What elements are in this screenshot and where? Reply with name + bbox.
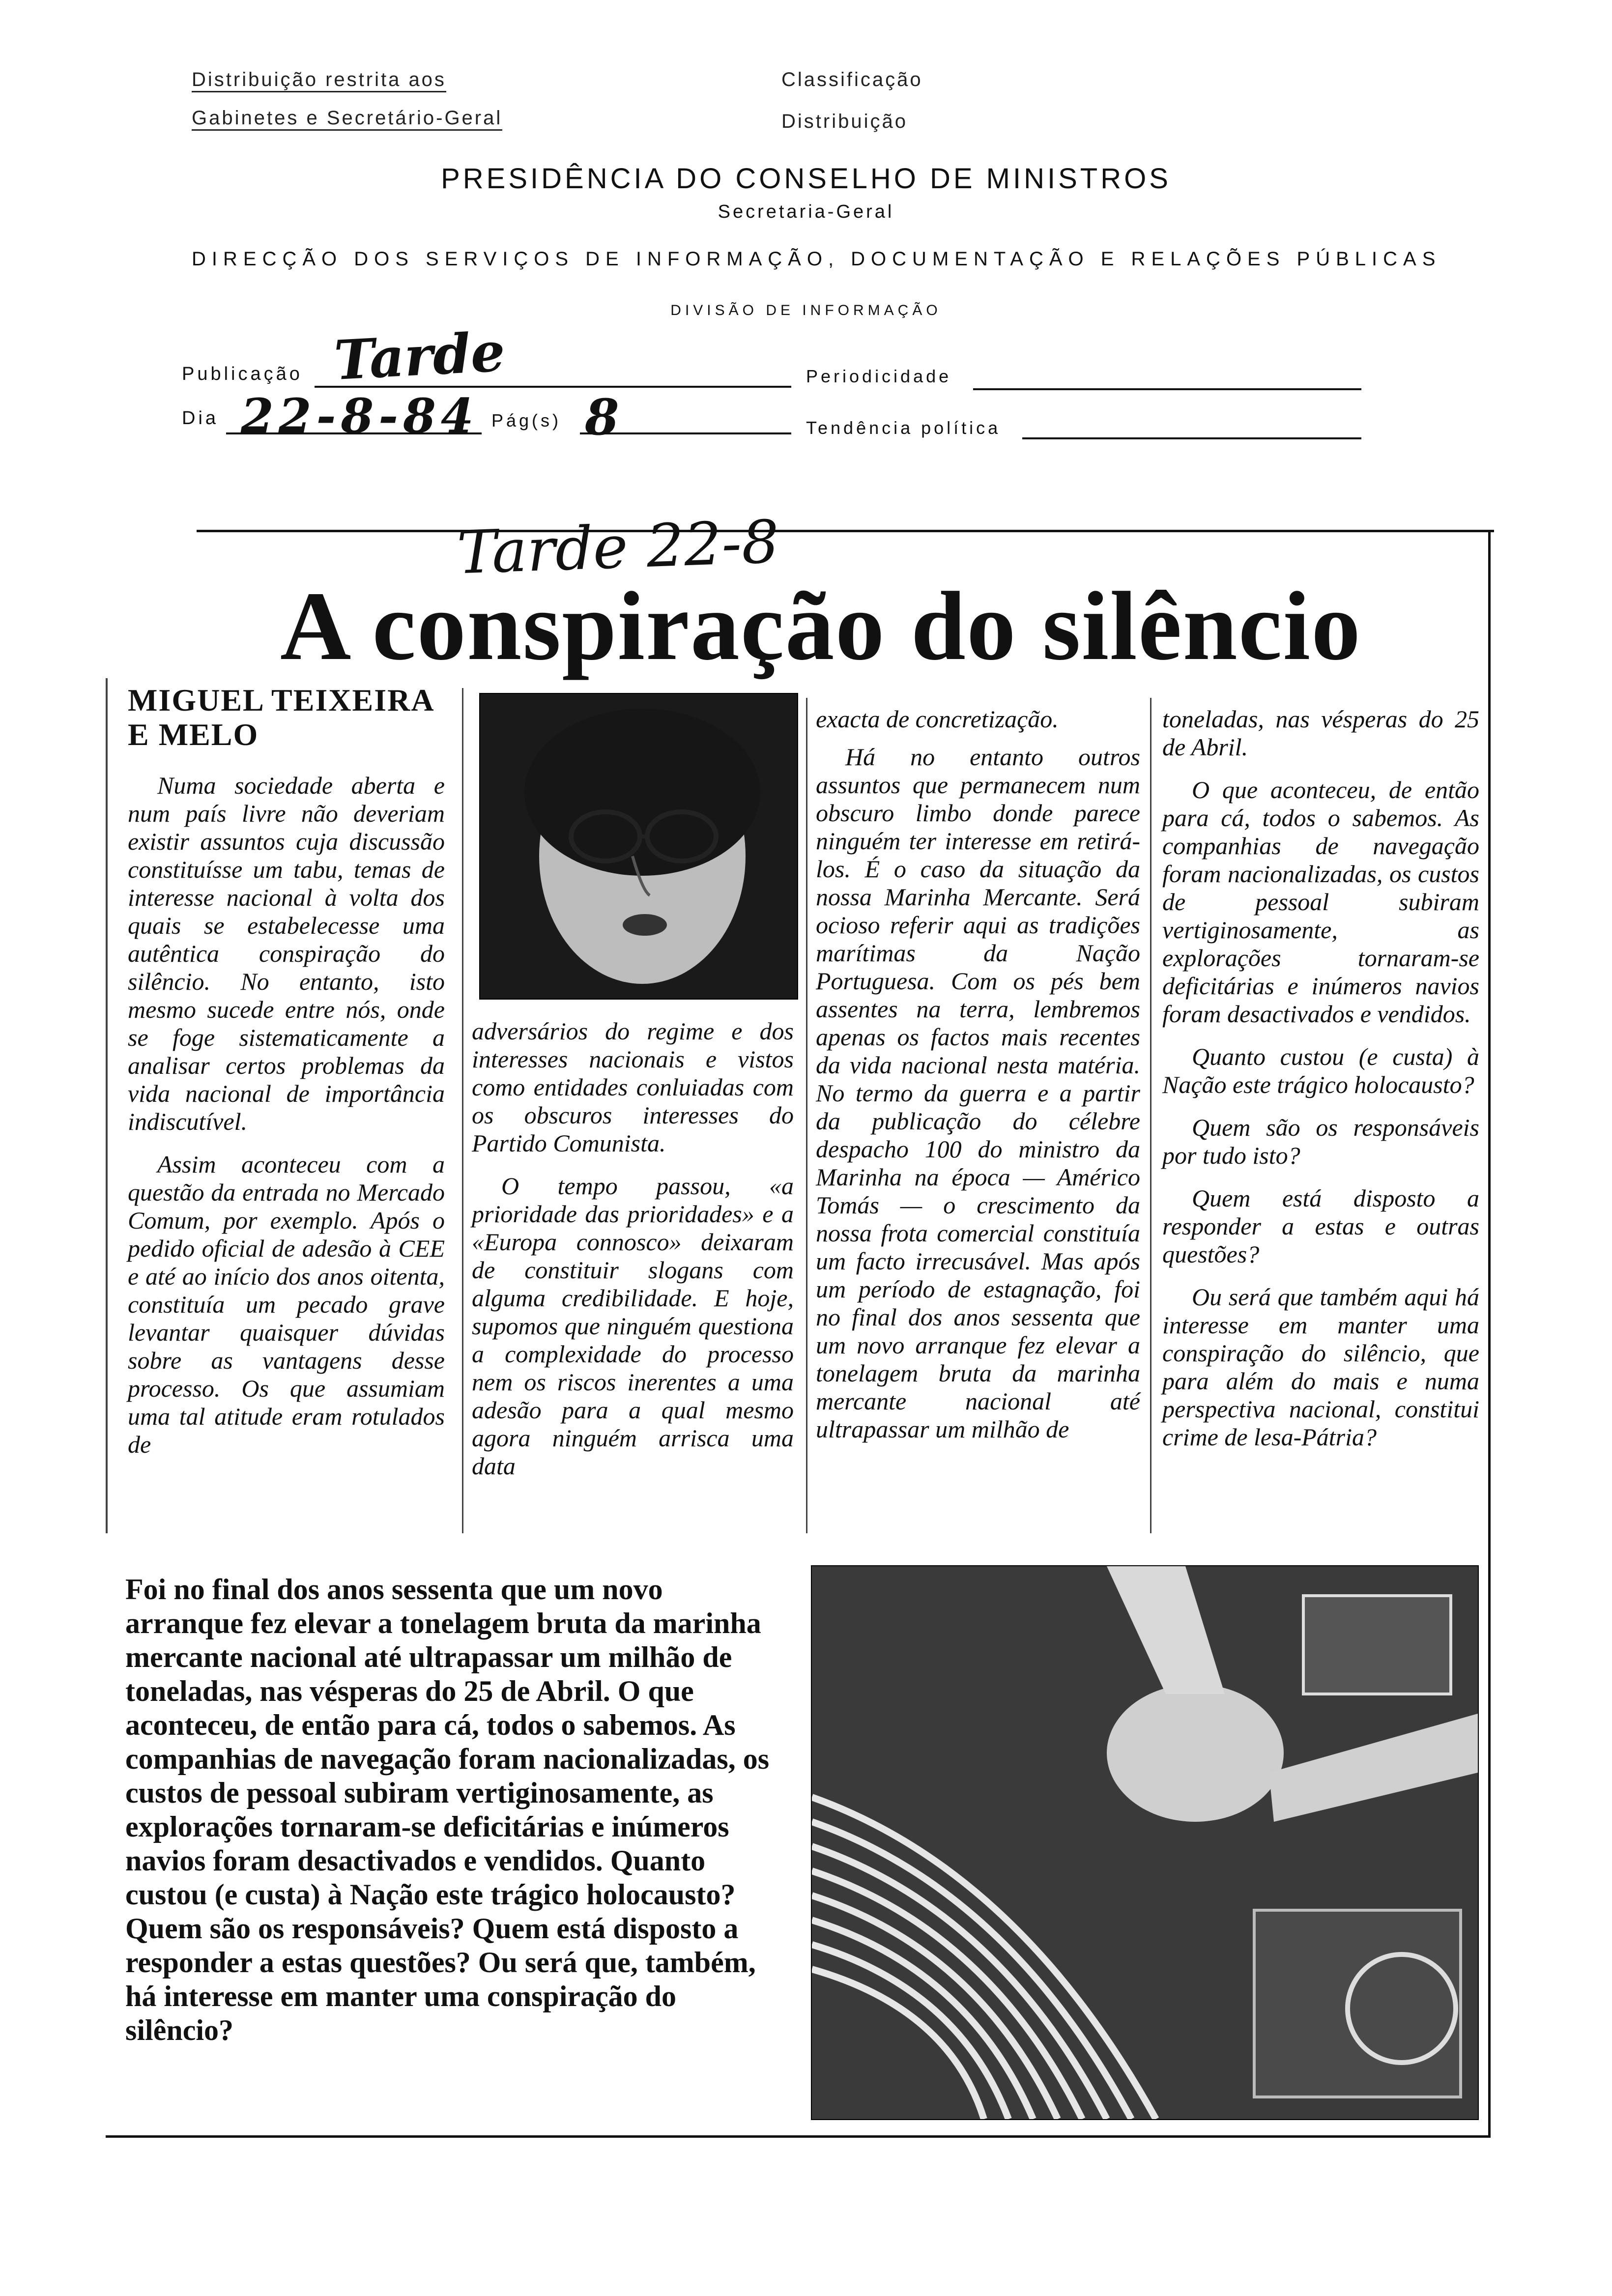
publicacao-field-line xyxy=(315,386,791,388)
presidency-title: PRESIDÊNCIA DO CONSELHO DE MINISTROS xyxy=(441,163,1171,195)
col4-paragraph-1: toneladas, nas vésperas do 25 de Abril. xyxy=(1162,705,1479,761)
article-column-4 xyxy=(1162,705,1479,1466)
article-column-1 xyxy=(128,772,445,1473)
tendencia-label: Tendência política xyxy=(806,418,1001,438)
restricted-line-1: Distribuição restrita aos xyxy=(192,69,446,92)
column-divider-2 xyxy=(806,698,807,1533)
col4-paragraph-3: Quanto custou (e custa) à Nação este trágico holocausto? xyxy=(1162,1043,1479,1098)
col4-paragraph-4: Quem são os responsáveis por tudo isto? xyxy=(1162,1114,1479,1169)
author-line-2: E MELO xyxy=(128,717,259,752)
distribuicao-label: Distribuição xyxy=(781,111,908,132)
pags-value: 8 xyxy=(585,388,619,446)
aerial-photo xyxy=(811,1565,1479,2120)
aerial-illustration xyxy=(812,1566,1478,2119)
col3-paragraph-2: Há no entanto outros assuntos que permanecem num obscuro limbo donde parece ninguém ter interesse em retirá-los. É o caso da situação da nossa Marinha Mercante. Será ocioso referir aqui as tradições marítimas da Nação Portuguesa. Com os pés bem assentes na terra, lembremos apenas os factos mais recentes da vida nacional nesta matéria. No termo da guerra e a partir da publicação do célebre despacho 100 do ministro da Marinha na época — Américo Tomás — o crescimento da nossa frota comercial constituía um facto irrecusável. Mas após um período de estagnação, foi no final dos anos sessenta que um novo arranque fez elevar a tonelagem bruta da marinha mercante nacional até ultrapassar um milhão de xyxy=(816,743,1140,1443)
article-left-rule xyxy=(106,678,108,1533)
article-right-rule xyxy=(1488,530,1491,2137)
col4-paragraph-6: Ou será que também aqui há interesse em manter uma conspiração do silêncio, que para além do mais e numa perspectiva nacional, constitui crime de lesa-Pátria? xyxy=(1162,1283,1479,1451)
publicacao-label: Publicação xyxy=(182,364,303,384)
secretaria-subtitle: Secretaria-Geral xyxy=(718,201,894,222)
column-divider-1 xyxy=(462,688,463,1533)
col4-paragraph-5: Quem está disposto a responder a estas e outras questões? xyxy=(1162,1184,1479,1268)
pull-quote: Foi no final dos anos sessenta que um novo arranque fez elevar a tonelagem bruta da marinha mercante nacional até ultrapassar um milhão de toneladas, nas vésperas do 25 de Abril. O que aconteceu, de então para cá, todos o sabemos. As companhias de navegação foram nacionalizadas, os custos de pessoal subiram vertiginosamente, as explorações tornaram-se deficitárias e inúmeros navios foram desactivados e vendidos. Quanto custou (e custa) à Nação este trágico holocausto? Quem são os responsáveis? Quem está disposto a responder a estas questões? Ou será que, também, há interesse em manter uma conspiração do silêncio? xyxy=(125,1573,770,2046)
headline: A conspiração do silêncio xyxy=(280,572,1362,681)
pags-field-line xyxy=(580,432,791,434)
article-column-3 xyxy=(816,705,1140,1458)
author-portrait-photo xyxy=(479,693,798,1000)
portrait-illustration xyxy=(480,694,797,999)
restricted-line-2: Gabinetes e Secretário-Geral xyxy=(192,107,502,131)
direccao-line: DIRECÇÃO DOS SERVIÇOS DE INFORMAÇÃO, DOCUMENTAÇÃO E RELAÇÕES PÚBLICAS xyxy=(192,248,1441,270)
periodicidade-label: Periodicidade xyxy=(806,366,952,386)
article-bottom-rule xyxy=(106,2135,1491,2138)
periodicidade-field-line xyxy=(973,388,1361,390)
dia-field-line xyxy=(226,432,482,434)
col1-paragraph-2: Assim aconteceu com a questão da entrada no Mercado Comum, por exemplo. Após o pedido oficial de adesão à CEE e até ao início dos anos oitenta, constituía um pecado grave levantar quaisquer dúvidas sobre as vantagens desse processo. Os que assumiam uma tal atitude eram rotulados de xyxy=(128,1150,445,1458)
divisao-line: DIVISÃO DE INFORMAÇÃO xyxy=(670,302,942,318)
article-top-rule xyxy=(197,530,1494,532)
tendencia-field-line xyxy=(1022,437,1361,439)
author-byline xyxy=(128,683,452,752)
col3-paragraph-1: exacta de concretização. xyxy=(816,705,1059,733)
col1-paragraph-1: Numa sociedade aberta e num país livre não deveriam existir assuntos cuja discussão constituísse um tabu, temas de interesse nacional à volta dos quais se estabelecesse uma autêntica conspiração do silêncio. No entanto, isto mesmo sucede entre nós, onde se foge sistematicamente a analisar certos problemas da vida nacional de importância indiscutível. xyxy=(128,772,445,1135)
pags-label: Pág(s) xyxy=(491,410,562,430)
col4-paragraph-2: O que aconteceu, de então para cá, todos o sabemos. As companhias de navegação foram nacionalizadas, os custos de pessoal subiram vertiginosamente, as explorações tornaram-se deficitárias e inúmeros navios foram desactivados e vendidos. xyxy=(1162,776,1479,1028)
dia-label: Dia xyxy=(182,408,219,429)
handwritten-note: Tarde 22-8 xyxy=(456,508,780,588)
col2-paragraph-1: adversários do regime e dos interesses nacionais e vistos como entidades conluiadas com os obscuros interesses do Partido Comunista. xyxy=(472,1017,794,1157)
col2-paragraph-2: O tempo passou, «a prioridade das prioridades» e a «Europa connosco» deixaram de constituir slogans com alguma credibilidade. E hoje, supomos que ninguém questiona a complexidade do processo nem os riscos inerentes a uma adesão para a qual mesmo agora ninguém arrisca uma data xyxy=(472,1172,794,1480)
column-divider-3 xyxy=(1150,698,1151,1533)
classificacao-label: Classificação xyxy=(781,69,923,90)
dia-value: 22-8-84 xyxy=(241,388,479,444)
article-column-2 xyxy=(472,1017,794,1495)
author-line-1: MIGUEL TEIXEIRA xyxy=(128,683,435,718)
publicacao-value: Tarde xyxy=(332,319,507,393)
